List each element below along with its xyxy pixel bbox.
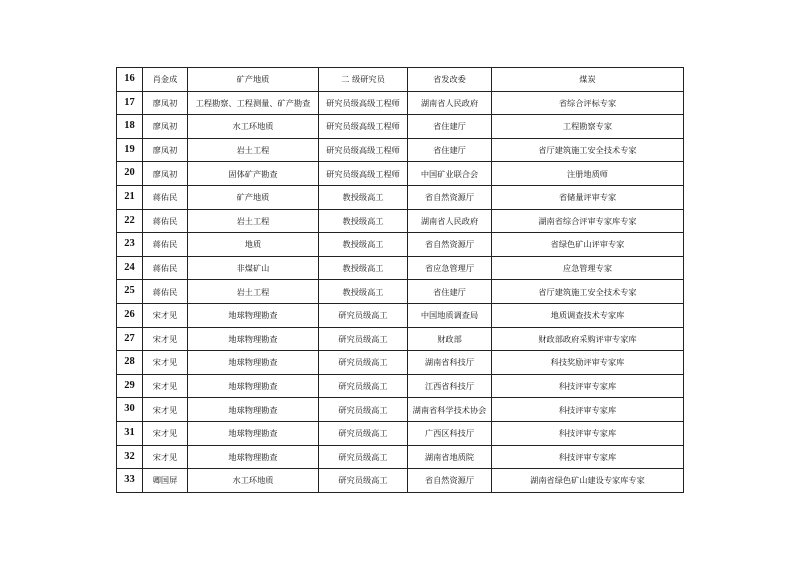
appointing-unit-cell: 湖南省地质院: [408, 445, 492, 469]
row-number-cell: 19: [117, 138, 143, 162]
expert-category-cell: 省厅建筑施工安全技术专家: [492, 138, 684, 162]
specialty-field-cell: 地球物理勘查: [188, 327, 319, 351]
row-number-cell: 33: [117, 469, 143, 493]
row-number-cell: 22: [117, 209, 143, 233]
professional-title-cell: 研究员级高工: [319, 469, 408, 493]
expert-category-cell: 工程勘察专家: [492, 115, 684, 139]
expert-category-cell: 科技评审专家库: [492, 421, 684, 445]
expert-name-cell: 廖凤初: [143, 162, 188, 186]
specialty-field-cell: 水工环地质: [188, 469, 319, 493]
expert-category-cell: 省综合评标专家: [492, 91, 684, 115]
expert-name-cell: 蒋佑民: [143, 256, 188, 280]
expert-category-cell: 省厅建筑施工安全技术专家: [492, 280, 684, 304]
expert-name-cell: 蒋佑民: [143, 280, 188, 304]
specialty-field-cell: 固体矿产勘查: [188, 162, 319, 186]
expert-roster-table: [116, 67, 684, 493]
table-row: [117, 469, 684, 493]
specialty-field-cell: 地球物理勘查: [188, 445, 319, 469]
appointing-unit-cell: 省自然资源厅: [408, 185, 492, 209]
expert-category-cell: 省储量评审专家: [492, 185, 684, 209]
appointing-unit-cell: 江西省科技厅: [408, 374, 492, 398]
professional-title-cell: 研究员级高工: [319, 421, 408, 445]
table-row: [117, 162, 684, 186]
expert-name-cell: 宋才见: [143, 421, 188, 445]
table-row: [117, 115, 684, 139]
appointing-unit-cell: 省住建厅: [408, 138, 492, 162]
appointing-unit-cell: 省住建厅: [408, 115, 492, 139]
appointing-unit-cell: 省发改委: [408, 68, 492, 92]
expert-name-cell: 宋才见: [143, 398, 188, 422]
professional-title-cell: 教授级高工: [319, 280, 408, 304]
table-row: [117, 256, 684, 280]
expert-name-cell: 卿国屏: [143, 469, 188, 493]
professional-title-cell: 研究员级高工: [319, 374, 408, 398]
expert-category-cell: 财政部政府采购评审专家库: [492, 327, 684, 351]
professional-title-cell: 研究员级高工: [319, 327, 408, 351]
specialty-field-cell: 岩土工程: [188, 138, 319, 162]
expert-category-cell: 湖南省综合评审专家库专家: [492, 209, 684, 233]
expert-name-cell: 廖凤初: [143, 138, 188, 162]
table-row: [117, 138, 684, 162]
row-number-cell: 16: [117, 68, 143, 92]
expert-category-cell: 湖南省绿色矿山建设专家库专家: [492, 469, 684, 493]
appointing-unit-cell: 湖南省科学技术协会: [408, 398, 492, 422]
specialty-field-cell: 地球物理勘查: [188, 421, 319, 445]
expert-name-cell: 肖金成: [143, 68, 188, 92]
appointing-unit-cell: 省住建厅: [408, 280, 492, 304]
appointing-unit-cell: 湖南省科技厅: [408, 351, 492, 375]
expert-category-cell: 科技评审专家库: [492, 374, 684, 398]
table-row: [117, 303, 684, 327]
row-number-cell: 28: [117, 351, 143, 375]
expert-category-cell: 科技评审专家库: [492, 445, 684, 469]
table-row: [117, 280, 684, 304]
expert-category-cell: 科技评审专家库: [492, 398, 684, 422]
specialty-field-cell: 地球物理勘查: [188, 303, 319, 327]
professional-title-cell: 教授级高工: [319, 185, 408, 209]
expert-name-cell: 廖凤初: [143, 91, 188, 115]
professional-title-cell: 研究员级高级工程师: [319, 91, 408, 115]
table-row: [117, 374, 684, 398]
row-number-cell: 30: [117, 398, 143, 422]
expert-name-cell: 宋才见: [143, 374, 188, 398]
row-number-cell: 21: [117, 185, 143, 209]
professional-title-cell: 研究员级高工: [319, 445, 408, 469]
table-row: [117, 351, 684, 375]
table-body: [117, 68, 684, 493]
professional-title-cell: 研究员级高级工程师: [319, 115, 408, 139]
professional-title-cell: 教授级高工: [319, 233, 408, 257]
table-row: [117, 445, 684, 469]
expert-category-cell: 地质调查技术专家库: [492, 303, 684, 327]
row-number-cell: 25: [117, 280, 143, 304]
professional-title-cell: 研究员级高级工程师: [319, 138, 408, 162]
specialty-field-cell: 矿产地质: [188, 185, 319, 209]
appointing-unit-cell: 中国地质调查局: [408, 303, 492, 327]
table-row: [117, 68, 684, 92]
table-row: [117, 233, 684, 257]
specialty-field-cell: 工程勘察、工程测量、矿产勘查: [188, 91, 319, 115]
table-row: [117, 209, 684, 233]
table-row: [117, 398, 684, 422]
appointing-unit-cell: 省自然资源厅: [408, 233, 492, 257]
specialty-field-cell: 矿产地质: [188, 68, 319, 92]
professional-title-cell: 教授级高工: [319, 209, 408, 233]
row-number-cell: 27: [117, 327, 143, 351]
specialty-field-cell: 地球物理勘查: [188, 374, 319, 398]
row-number-cell: 20: [117, 162, 143, 186]
table-row: [117, 421, 684, 445]
expert-category-cell: 科技奖励评审专家库: [492, 351, 684, 375]
professional-title-cell: 研究员级高工: [319, 303, 408, 327]
row-number-cell: 18: [117, 115, 143, 139]
specialty-field-cell: 岩土工程: [188, 209, 319, 233]
professional-title-cell: 研究员级高工: [319, 351, 408, 375]
row-number-cell: 17: [117, 91, 143, 115]
expert-category-cell: 省绿色矿山评审专家: [492, 233, 684, 257]
professional-title-cell: 二 级研究员: [319, 68, 408, 92]
specialty-field-cell: 水工环地质: [188, 115, 319, 139]
row-number-cell: 31: [117, 421, 143, 445]
appointing-unit-cell: 中国矿业联合会: [408, 162, 492, 186]
expert-name-cell: 宋才见: [143, 327, 188, 351]
appointing-unit-cell: 湖南省人民政府: [408, 209, 492, 233]
row-number-cell: 24: [117, 256, 143, 280]
professional-title-cell: 研究员级高工: [319, 398, 408, 422]
expert-name-cell: 宋才见: [143, 303, 188, 327]
table-row: [117, 185, 684, 209]
expert-name-cell: 宋才见: [143, 351, 188, 375]
expert-category-cell: 应急管理专家: [492, 256, 684, 280]
specialty-field-cell: 地球物理勘查: [188, 398, 319, 422]
row-number-cell: 32: [117, 445, 143, 469]
row-number-cell: 23: [117, 233, 143, 257]
specialty-field-cell: 地质: [188, 233, 319, 257]
row-number-cell: 29: [117, 374, 143, 398]
appointing-unit-cell: 省应急管理厅: [408, 256, 492, 280]
table-row: [117, 91, 684, 115]
expert-name-cell: 廖凤初: [143, 115, 188, 139]
expert-name-cell: 蒋佑民: [143, 209, 188, 233]
table-row: [117, 327, 684, 351]
appointing-unit-cell: 湖南省人民政府: [408, 91, 492, 115]
professional-title-cell: 研究员级高级工程师: [319, 162, 408, 186]
expert-name-cell: 蒋佑民: [143, 233, 188, 257]
specialty-field-cell: 岩土工程: [188, 280, 319, 304]
appointing-unit-cell: 财政部: [408, 327, 492, 351]
appointing-unit-cell: 广西区科技厅: [408, 421, 492, 445]
specialty-field-cell: 非煤矿山: [188, 256, 319, 280]
expert-name-cell: 宋才见: [143, 445, 188, 469]
expert-category-cell: 注册地质师: [492, 162, 684, 186]
appointing-unit-cell: 省自然资源厅: [408, 469, 492, 493]
professional-title-cell: 教授级高工: [319, 256, 408, 280]
row-number-cell: 26: [117, 303, 143, 327]
expert-name-cell: 蒋佑民: [143, 185, 188, 209]
expert-category-cell: 煤炭: [492, 68, 684, 92]
specialty-field-cell: 地球物理勘查: [188, 351, 319, 375]
